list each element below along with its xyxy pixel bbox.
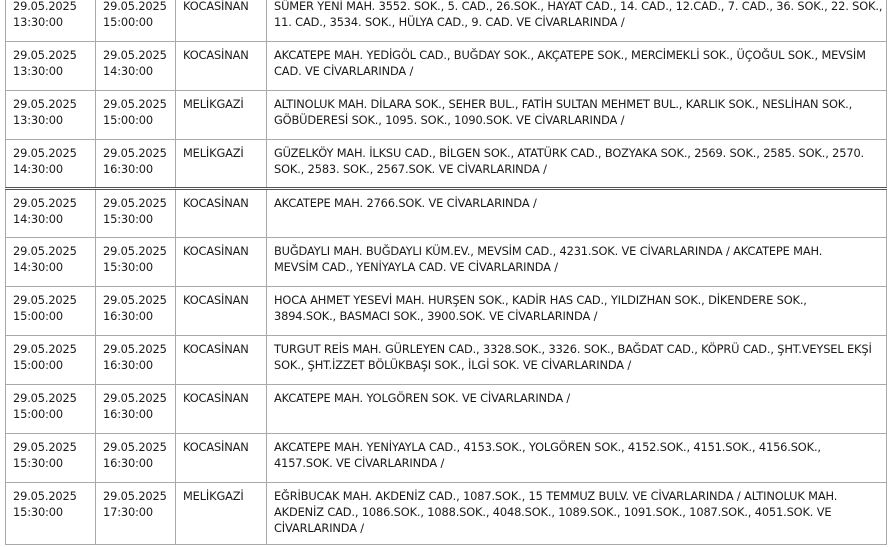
end-date: 29.05.2025 [103, 146, 167, 160]
district-cell [176, 336, 267, 385]
streets-line: BUĞDAYLI MAH. BUĞDAYLI KÜM.EV., MEVSİM CAD., 4231.SOK. VE CİVARLARINDA / AKCATEPE MAH. [274, 244, 823, 258]
end-date: 29.05.2025 [103, 440, 167, 454]
district-name: KOCASİNAN [183, 342, 249, 356]
end-cell [96, 140, 176, 189]
end-cell [96, 42, 176, 91]
start-date: 29.05.2025 [13, 391, 77, 405]
end-date: 29.05.2025 [103, 244, 167, 258]
start-cell [6, 287, 96, 336]
start-date: 29.05.2025 [13, 146, 77, 160]
start-date: 29.05.2025 [13, 48, 77, 62]
table-row [6, 42, 887, 91]
streets-line: CİVARLARINDA / [274, 521, 364, 535]
start-time: 15:00:00 [13, 407, 63, 421]
streets-line: CAD. VE CİVARLARINDA / [274, 64, 414, 78]
table-row [6, 287, 887, 336]
table-row [6, 483, 887, 545]
district-name: MELİKGAZİ [183, 97, 244, 111]
district-cell [176, 238, 267, 287]
outage-table-container [5, 0, 886, 545]
end-date: 29.05.2025 [103, 489, 167, 503]
district-cell [176, 42, 267, 91]
streets-line: EĞRİBUCAK MAH. AKDENİZ CAD., 1087.SOK., 15 TEMMUZ BULV. VE CİVARLARINDA / ALTINOLUK MAH. [274, 489, 838, 503]
streets-line: SOK., 2583. SOK., 2567.SOK. VE CİVARLARINDA / [274, 162, 547, 176]
end-cell [96, 287, 176, 336]
district-name: KOCASİNAN [183, 196, 249, 210]
end-time: 15:30:00 [103, 212, 153, 226]
streets-line: TURGUT REİS MAH. GÜRLEYEN CAD., 3328.SOK., 3326. SOK., BAĞDAT CAD., KÖPRÜ CAD., ŞHT.VEYSEL EKŞİ [274, 342, 872, 356]
streets-line: MEVSİM CAD., YENİYAYLA CAD. VE CİVARLARINDA / [274, 260, 558, 274]
start-time: 13:30:00 [13, 64, 63, 78]
start-cell [6, 336, 96, 385]
streets-cell [267, 385, 887, 434]
streets-line: SOK., ŞHT.İZZET BÖLÜKBAŞI SOK., İLGİ SOK. VE CİVARLARINDA / [274, 358, 632, 372]
end-time: 16:30:00 [103, 309, 153, 323]
end-date: 29.05.2025 [103, 342, 167, 356]
start-time: 15:00:00 [13, 309, 63, 323]
end-time: 15:00:00 [103, 15, 153, 29]
table-row [6, 238, 887, 287]
streets-cell [267, 287, 887, 336]
outage-table-body [6, 0, 887, 545]
district-name: KOCASİNAN [183, 391, 249, 405]
streets-line: AKDENİZ CAD., 1086.SOK., 1088.SOK., 4048.SOK., 1089.SOK., 1091.SOK., 1087.SOK., 4051.SOK. VE [274, 505, 832, 519]
end-time: 16:30:00 [103, 358, 153, 372]
start-date: 29.05.2025 [13, 342, 77, 356]
district-name: MELİKGAZİ [183, 146, 244, 160]
start-date: 29.05.2025 [13, 489, 77, 503]
start-cell [6, 483, 96, 545]
streets-line: ALTINOLUK MAH. DİLARA SOK., SEHER BUL., FATİH SULTAN MEHMET BUL., KARLIK SOK., NESLİHAN SOK., [274, 97, 853, 111]
table-row [6, 385, 887, 434]
start-date: 29.05.2025 [13, 293, 77, 307]
start-date: 29.05.2025 [13, 0, 77, 13]
streets-line: 3894.SOK., BASMACI SOK., 3900.SOK. VE CİVARLARINDA / [274, 309, 598, 323]
start-date: 29.05.2025 [13, 244, 77, 258]
outage-table [5, 0, 887, 545]
start-date: 29.05.2025 [13, 97, 77, 111]
end-time: 16:30:00 [103, 162, 153, 176]
streets-line: AKCATEPE MAH. 2766.SOK. VE CİVARLARINDA / [274, 196, 537, 210]
district-cell [176, 189, 267, 238]
start-time: 15:30:00 [13, 505, 63, 519]
end-time: 16:30:00 [103, 456, 153, 470]
end-cell [96, 0, 176, 42]
district-cell [176, 287, 267, 336]
start-cell [6, 42, 96, 91]
start-time: 14:30:00 [13, 260, 63, 274]
end-date: 29.05.2025 [103, 97, 167, 111]
streets-line: GÜZELKÖY MAH. İLKSU CAD., BİLGEN SOK., ATATÜRK CAD., BOZYAKA SOK., 2569. SOK., 2585. SOK., 2570. [274, 146, 865, 160]
streets-cell [267, 189, 887, 238]
end-cell [96, 336, 176, 385]
streets-line: AKCATEPE MAH. YEDİGÖL CAD., BUĞDAY SOK., AKÇATEPE SOK., MERCİMEKLİ SOK., ÜÇOĞUL SOK., MEVSİM [274, 48, 866, 62]
end-cell [96, 238, 176, 287]
start-cell [6, 140, 96, 189]
start-time: 13:30:00 [13, 113, 63, 127]
end-time: 16:30:00 [103, 407, 153, 421]
district-name: KOCASİNAN [183, 48, 249, 62]
start-date: 29.05.2025 [13, 196, 77, 210]
streets-cell [267, 434, 887, 483]
end-time: 15:30:00 [103, 260, 153, 274]
district-cell [176, 91, 267, 140]
start-date: 29.05.2025 [13, 440, 77, 454]
end-date: 29.05.2025 [103, 48, 167, 62]
district-name: KOCASİNAN [183, 244, 249, 258]
start-cell [6, 434, 96, 483]
streets-line: AKCATEPE MAH. YOLGÖREN SOK. VE CİVARLARINDA / [274, 391, 571, 405]
end-date: 29.05.2025 [103, 0, 167, 13]
district-name: KOCASİNAN [183, 0, 249, 13]
streets-line: 11. CAD., 3534. SOK., HÜLYA CAD., 9. CAD. VE CİVARLARINDA / [274, 15, 625, 29]
start-time: 14:30:00 [13, 212, 63, 226]
district-cell [176, 434, 267, 483]
district-name: MELİKGAZİ [183, 489, 244, 503]
start-cell [6, 189, 96, 238]
start-time: 15:30:00 [13, 456, 63, 470]
streets-cell [267, 91, 887, 140]
streets-cell [267, 140, 887, 189]
table-row [6, 336, 887, 385]
streets-line: HOCA AHMET YESEVİ MAH. HURŞEN SOK., KADİR HAS CAD., YILDIZHAN SOK., DİKENDERE SOK., [274, 293, 807, 307]
start-time: 13:30:00 [13, 15, 63, 29]
end-date: 29.05.2025 [103, 391, 167, 405]
end-time: 17:30:00 [103, 505, 153, 519]
streets-cell [267, 0, 887, 42]
table-row [6, 434, 887, 483]
start-cell [6, 91, 96, 140]
streets-line: 4157.SOK. VE CİVARLARINDA / [274, 456, 445, 470]
district-cell [176, 140, 267, 189]
end-cell [96, 91, 176, 140]
district-cell [176, 0, 267, 42]
table-row [6, 140, 887, 189]
streets-cell [267, 336, 887, 385]
start-time: 15:00:00 [13, 358, 63, 372]
end-cell [96, 189, 176, 238]
table-row [6, 91, 887, 140]
end-cell [96, 434, 176, 483]
table-row [6, 189, 887, 238]
district-name: KOCASİNAN [183, 440, 249, 454]
end-cell [96, 483, 176, 545]
end-date: 29.05.2025 [103, 293, 167, 307]
district-name: KOCASİNAN [183, 293, 249, 307]
end-time: 15:00:00 [103, 113, 153, 127]
streets-cell [267, 483, 887, 545]
streets-cell [267, 238, 887, 287]
end-date: 29.05.2025 [103, 196, 167, 210]
start-cell [6, 385, 96, 434]
start-time: 14:30:00 [13, 162, 63, 176]
start-cell [6, 0, 96, 42]
district-cell [176, 385, 267, 434]
table-row [6, 0, 887, 42]
start-cell [6, 238, 96, 287]
streets-line: GÖBÜDERESİ SOK., 1095. SOK., 1090.SOK. VE CİVARLARINDA / [274, 113, 625, 127]
district-cell [176, 483, 267, 545]
streets-cell [267, 42, 887, 91]
streets-line: SÜMER YENİ MAH. 3552. SOK., 5. CAD., 26.SOK., HAYAT CAD., 14. CAD., 12.CAD., 7. CAD., 36. SOK., 22. SOK., [274, 0, 883, 13]
end-cell [96, 385, 176, 434]
end-time: 14:30:00 [103, 64, 153, 78]
streets-line: AKCATEPE MAH. YENİYAYLA CAD., 4153.SOK., YOLGÖREN SOK., 4152.SOK., 4151.SOK., 4156.SOK., [274, 440, 821, 454]
